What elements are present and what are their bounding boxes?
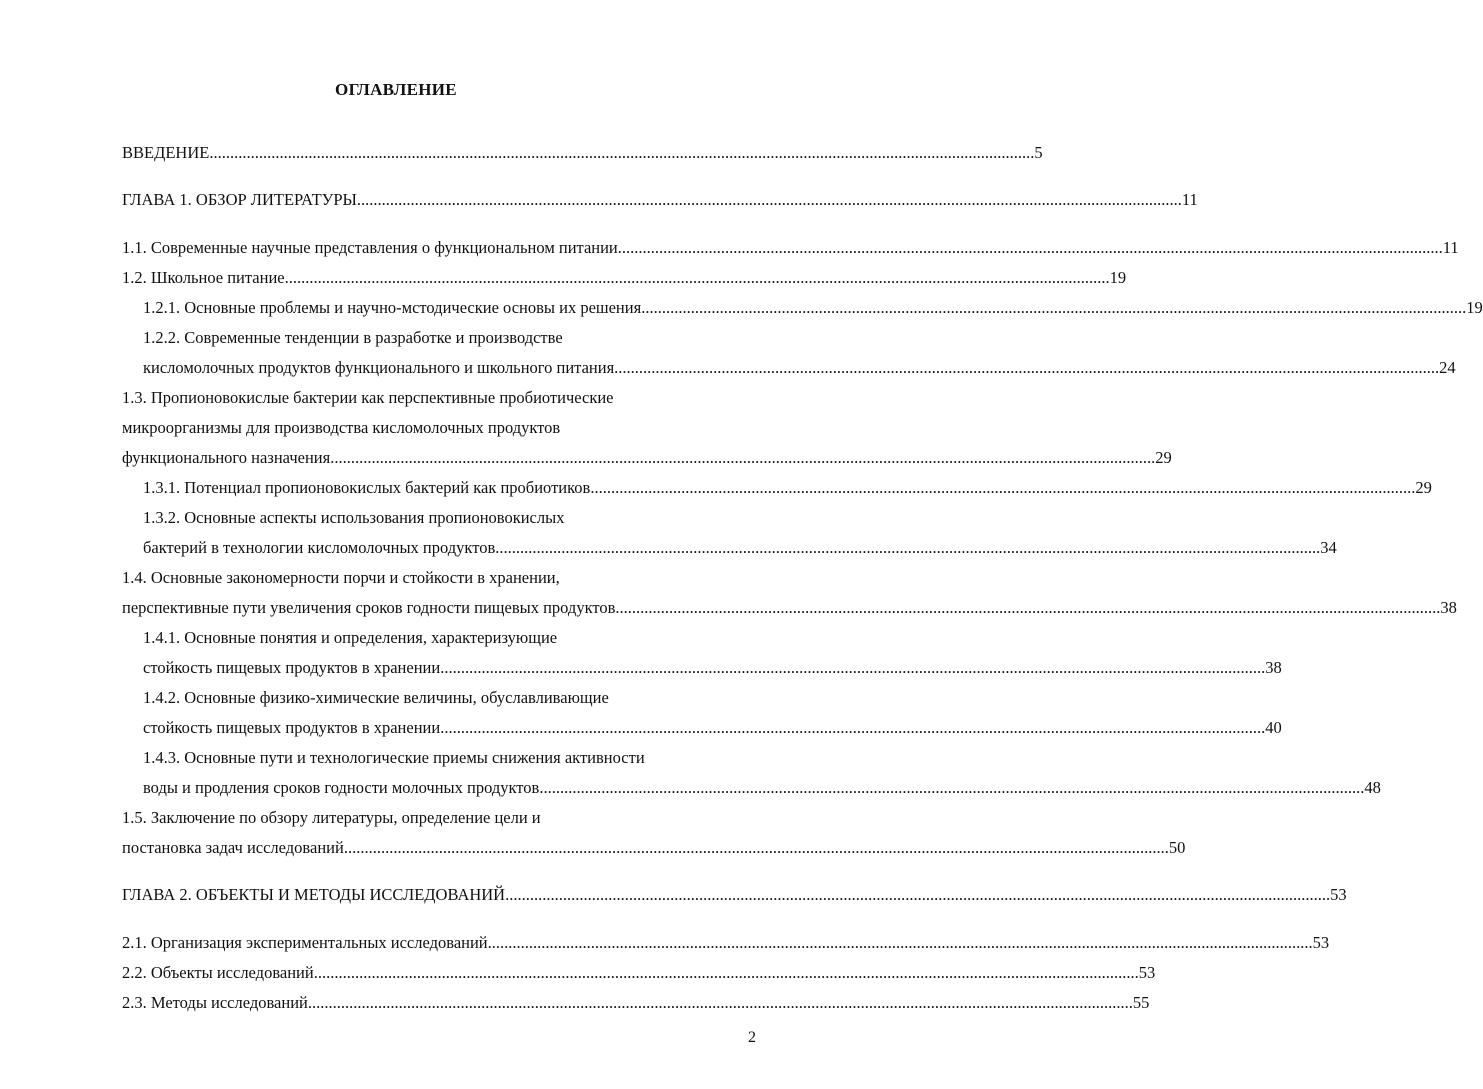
toc-page-number: 53 xyxy=(1312,933,1330,952)
toc-page-number: 24 xyxy=(1439,358,1456,377)
toc-leader-dots: ........................................................................................................................................................................................................ xyxy=(284,268,1110,287)
toc-entry xyxy=(122,568,752,588)
toc-entry-text: 1.4.3. Основные пути и технологические приемы снижения активности xyxy=(143,748,645,767)
toc-entry-text: микроорганизмы для производства кисломолочных продуктов xyxy=(122,418,561,437)
toc-leader-dots: ........................................................................................................................................................................................................ xyxy=(440,718,1266,737)
toc-page-number: 53 xyxy=(1330,885,1347,904)
toc-leader-dots: ........................................................................................................................................................................................................ xyxy=(487,933,1313,952)
toc-entry-text: 2.1. Организация экспериментальных исследований xyxy=(122,933,488,952)
toc-entry-text: функционального назначения xyxy=(122,448,331,467)
toc-entry xyxy=(143,328,752,348)
toc-page-number: 38 xyxy=(1265,658,1282,677)
toc-leader-dots: ........................................................................................................................................................................................................ xyxy=(495,538,1321,557)
toc-entry xyxy=(122,598,1457,618)
toc-entry xyxy=(143,298,1483,318)
toc-page-number: 53 xyxy=(1138,963,1156,982)
toc-entry-text: ГЛАВА 1. ОБЗОР ЛИТЕРАТУРЫ xyxy=(122,190,357,209)
toc-leader-dots: ........................................................................................................................................................................................................ xyxy=(641,298,1467,317)
toc-entry xyxy=(143,508,752,528)
toc-entry xyxy=(143,628,752,648)
toc-entry xyxy=(143,718,1282,738)
toc-entry-text: ГЛАВА 2. ОБЪЕКТЫ И МЕТОДЫ ИССЛЕДОВАНИЙ xyxy=(122,885,506,904)
toc-entry xyxy=(122,268,1127,288)
toc-entry xyxy=(122,143,1043,163)
toc-leader-dots: ........................................................................................................................................................................................................ xyxy=(614,358,1440,377)
toc-leader-dots: ........................................................................................................................................................................................................ xyxy=(590,478,1416,497)
toc-entry-text: кисломолочных продуктов функционального и школьного питания xyxy=(143,358,615,377)
toc-leader-dots: ........................................................................................................................................................................................................ xyxy=(615,598,1441,617)
toc-page-number: 40 xyxy=(1265,718,1282,737)
page-title: ОГЛАВЛЕНИЕ xyxy=(335,80,457,99)
toc-entry xyxy=(143,358,1456,378)
toc-entry-text: 1.2.2. Современные тенденции в разработке и производстве xyxy=(143,328,563,347)
toc-entry xyxy=(122,190,1198,210)
toc-page-number: 11 xyxy=(1442,238,1459,257)
toc-page-number: 55 xyxy=(1132,993,1150,1012)
toc-entry-text: 1.5. Заключение по обзору литературы, определение цели и xyxy=(122,808,541,827)
toc-page-number: 29 xyxy=(1415,478,1432,497)
toc-entry-text: 1.2.1. Основные проблемы и научно-мстодические основы их решения xyxy=(143,298,642,317)
toc-entry xyxy=(122,448,1172,468)
toc-entry xyxy=(122,993,1150,1013)
toc-page-number: 34 xyxy=(1320,538,1337,557)
toc-entry-text: 1.3. Пропионовокислые бактерии как перспективные пробиотические xyxy=(122,388,614,407)
toc-entry-text: 1.3.1. Потенциал пропионовокислых бактерий как пробиотиков xyxy=(143,478,591,497)
toc-entry xyxy=(122,885,1347,905)
toc-leader-dots: ........................................................................................................................................................................................................ xyxy=(440,658,1266,677)
page-number: 2 xyxy=(748,1029,756,1046)
toc-entry xyxy=(122,238,1459,258)
toc-entry xyxy=(143,478,1432,498)
toc-entry-text: 1.1. Современные научные представления о функциональном питании xyxy=(122,238,618,257)
toc-page-number: 29 xyxy=(1155,448,1172,467)
toc-entry xyxy=(122,933,1330,953)
toc-entry xyxy=(143,538,1337,558)
toc-page-number: 19 xyxy=(1109,268,1127,287)
toc-entry xyxy=(122,808,752,828)
toc-entry xyxy=(122,418,752,438)
toc-entry-text: 1.4.1. Основные понятия и определения, характеризующие xyxy=(143,628,558,647)
toc-entry-text: 2.2. Объекты исследований xyxy=(122,963,314,982)
toc-leader-dots: ........................................................................................................................................................................................................ xyxy=(209,143,1035,162)
toc-entry-text: перспективные пути увеличения сроков годности пищевых продуктов xyxy=(122,598,616,617)
toc-entry xyxy=(122,963,1156,983)
toc-entry-text: стойкость пищевых продуктов в хранении xyxy=(143,718,441,737)
toc-leader-dots: ........................................................................................................................................................................................................ xyxy=(330,448,1156,467)
toc-leader-dots: ........................................................................................................................................................................................................ xyxy=(505,885,1331,904)
toc-entry-text: воды и продления сроков годности молочных продуктов xyxy=(143,778,540,797)
toc-entry-text: постановка задач исследований xyxy=(122,838,344,857)
toc-entry-text: 1.2. Школьное питание xyxy=(122,268,285,287)
toc-entry xyxy=(122,388,752,408)
toc-leader-dots: ........................................................................................................................................................................................................ xyxy=(539,778,1365,797)
toc-entry-text: 1.3.2. Основные аспекты использования пропионовокислых xyxy=(143,508,565,527)
toc-leader-dots: ........................................................................................................................................................................................................ xyxy=(307,993,1133,1012)
toc-leader-dots: ........................................................................................................................................................................................................ xyxy=(356,190,1182,209)
toc-entry xyxy=(143,658,1282,678)
toc-leader-dots: ........................................................................................................................................................................................................ xyxy=(617,238,1443,257)
toc-page-number: 38 xyxy=(1440,598,1457,617)
toc-entry-text: 1.4. Основные закономерности порчи и стойкости в хранении, xyxy=(122,568,560,587)
toc-entry xyxy=(143,748,752,768)
toc-entry xyxy=(122,838,1186,858)
toc-entry xyxy=(143,688,752,708)
toc-entry-text: 2.3. Методы исследований xyxy=(122,993,308,1012)
toc-leader-dots: ........................................................................................................................................................................................................ xyxy=(313,963,1139,982)
toc-leader-dots: ........................................................................................................................................................................................................ xyxy=(343,838,1169,857)
toc-entry xyxy=(143,778,1381,798)
toc-page-number: 50 xyxy=(1168,838,1186,857)
toc-entry-text: стойкость пищевых продуктов в хранении xyxy=(143,658,441,677)
toc-entry-text: 1.4.2. Основные физико-химические величины, обуславливающие xyxy=(143,688,609,707)
toc-page-number: 11 xyxy=(1181,190,1198,209)
toc-page-number: 5 xyxy=(1034,143,1043,162)
toc-entry-text: ВВЕДЕНИЕ xyxy=(122,143,210,162)
toc-page-number: 19 xyxy=(1466,298,1483,317)
toc-page-number: 48 xyxy=(1364,778,1381,797)
toc-entry-text: бактерий в технологии кисломолочных продуктов xyxy=(143,538,496,557)
